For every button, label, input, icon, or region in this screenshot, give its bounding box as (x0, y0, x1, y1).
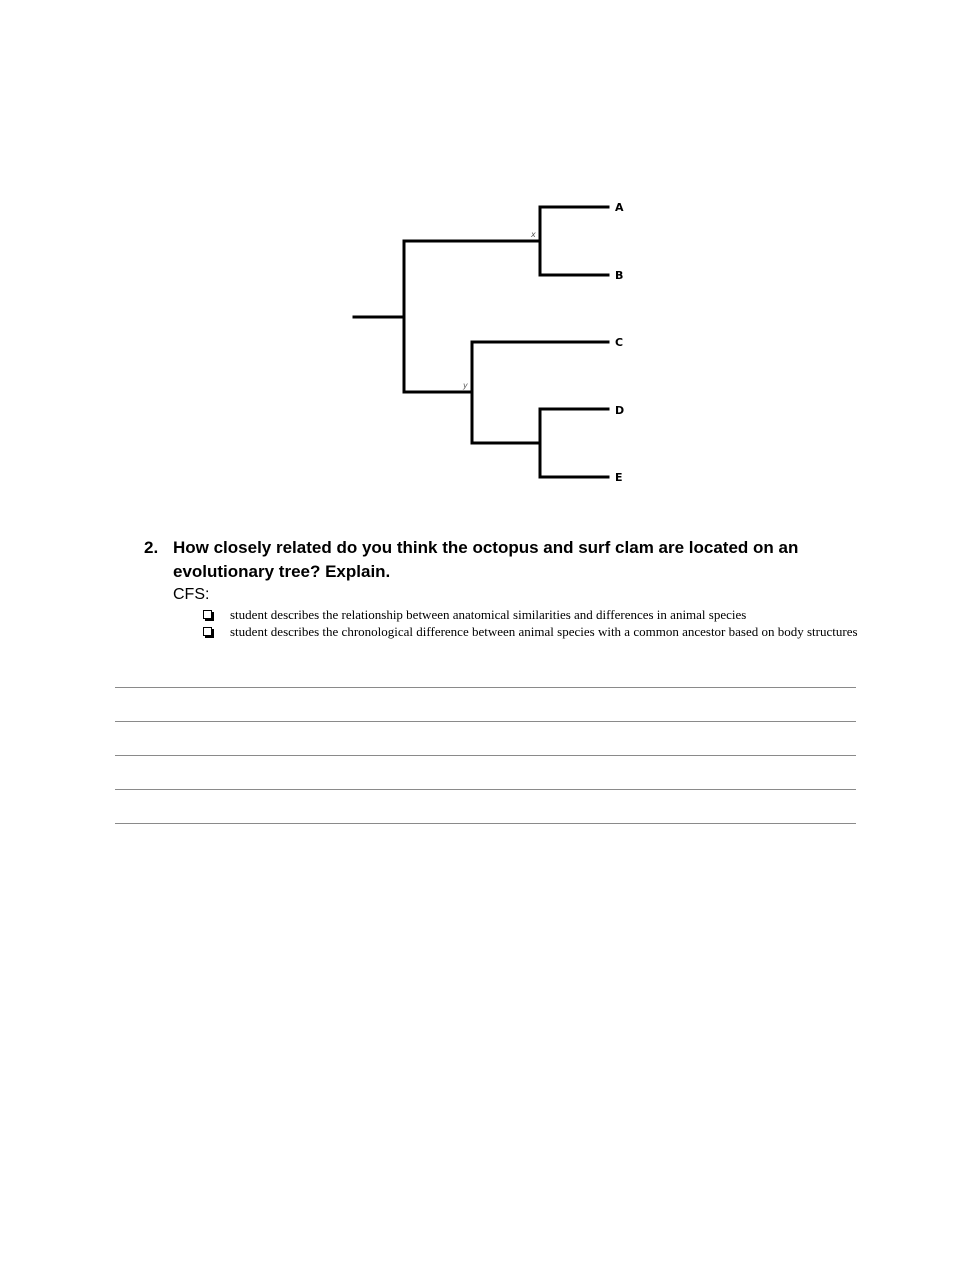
answer-line[interactable] (115, 823, 856, 824)
checkbox-icon (203, 610, 212, 619)
cfs-criteria-list (201, 606, 861, 640)
answer-line[interactable] (115, 755, 856, 756)
cfs-criterion-text: student describes the relationship between anatomical similarities and differences in animal species (230, 607, 747, 622)
node-label-y: y (463, 381, 468, 390)
leaf-label-c: C (615, 336, 624, 349)
phylogenetic-tree (0, 0, 979, 520)
leaf-label-e: E (615, 471, 623, 484)
answer-line[interactable] (115, 789, 856, 790)
node-label-x: x (531, 230, 536, 239)
question-text: How closely related do you think the octopus and surf clam are located on an evolutionary tree? Explain. (173, 538, 799, 581)
leaf-label-b: B (615, 269, 624, 282)
cfs-criterion (201, 623, 861, 640)
checkbox-icon (203, 627, 212, 636)
leaf-label-a: A (615, 201, 624, 214)
answer-line[interactable] (115, 721, 856, 722)
answer-line[interactable] (115, 687, 856, 688)
cfs-label: CFS: (173, 586, 210, 603)
question-number: 2. (144, 538, 159, 557)
leaf-label-d: D (615, 404, 625, 417)
cfs-criterion (201, 606, 861, 623)
cfs-criterion-text: student describes the chronological difference between animal species with a common ancestor based on body structures (230, 624, 858, 639)
